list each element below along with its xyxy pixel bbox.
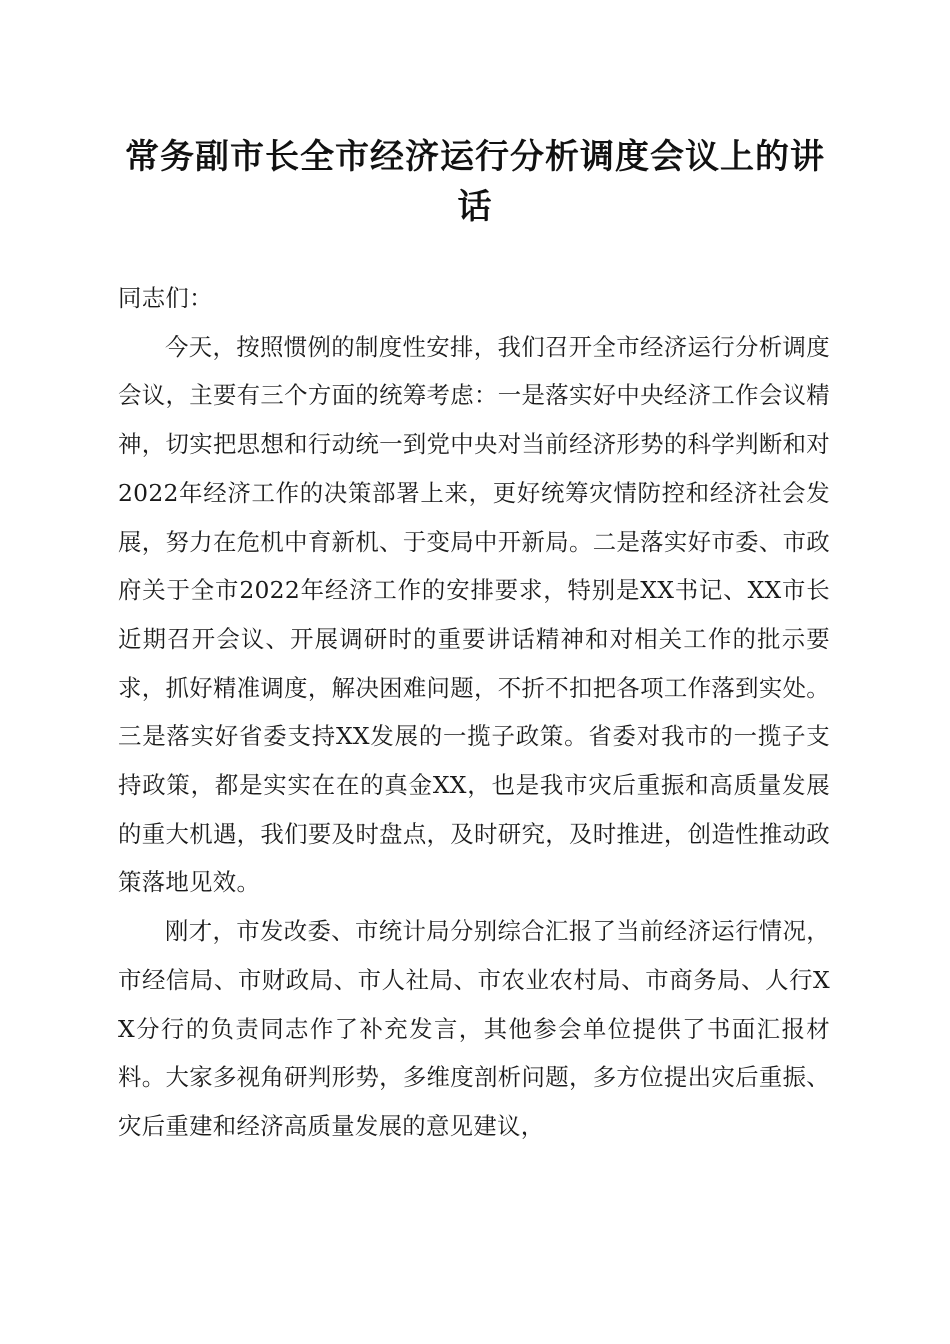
document-title: 常务副市长全市经济运行分析调度会议上的讲话 — [125, 137, 825, 227]
salutation: 同志们： — [118, 284, 213, 312]
paragraph-2: 刚才，市发改委、市统计局分别综合汇报了当前经济运行情况，市经信局、市财政局、市人社局、市农业农村局、市商务局、人行XX分行的负责同志作了补充发言，其他参会单位提供了书面汇报材料。大家多视角研判形势，多维度剖析问题，多方位提出灾后重振、灾后重建和经济高质量发展的意见建议， — [118, 917, 830, 1140]
document-body — [118, 274, 830, 1151]
paragraph-1: 今天，按照惯例的制度性安排，我们召开全市经济运行分析调度会议，主要有三个方面的统筹考虑：一是落实好中央经济工作会议精神，切实把思想和行动统一到党中央对当前经济形势的科学判断和对2022年经济工作的决策部署上来，更好统筹灾情防控和经济社会发展，努力在危机中育新机、于变局中开新局。二是落实好市委、市政府关于全市2022年经济工作的安排要求，特别是XX书记、XX市长近期召开会议、开展调研时的重要讲话精神和对相关工作的批示要求，抓好精准调度，解决困难问题，不折不扣把各项工作落到实处。三是落实好省委支持XX发展的一揽子政策。省委对我市的一揽子支持政策，都是实实在在的真金XX，也是我市灾后重振和高质量发展的重大机遇，我们要及时盘点，及时研究，及时推进，创造性推动政策落地见效。 — [118, 332, 830, 897]
